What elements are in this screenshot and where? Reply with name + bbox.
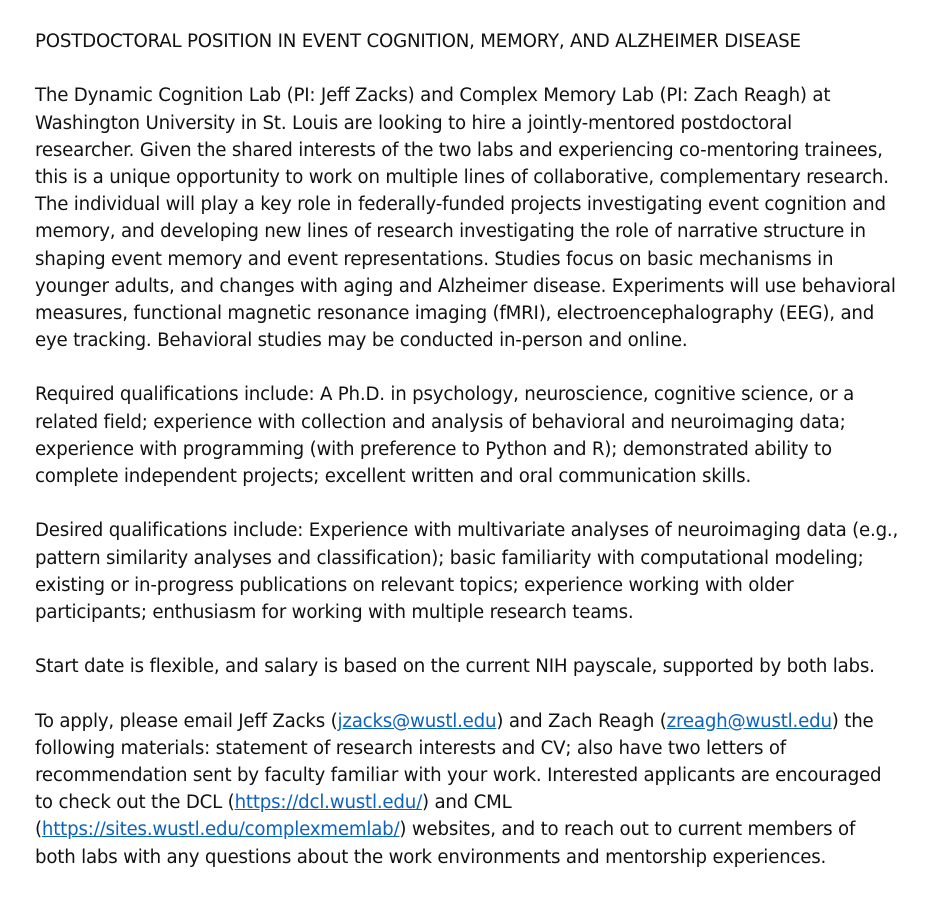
desired-qualifications-paragraph [35,517,915,626]
dcl-website-link[interactable]: https://dcl.wustl.edu/ [234,792,422,814]
intro-paragraph [35,82,915,354]
desired-line: Desired qualifications include: Experience with multivariate analyses of neuroimaging data (e.g., [35,520,899,542]
paragraph-gap [35,55,915,82]
intro-line: The individual will play a key role in federally-funded projects investigating event cognition and [35,194,886,216]
required-line: experience with programming (with preference to Python and R); demonstrated ability to [35,438,832,460]
apply-text: ) and CML [422,792,512,814]
apply-text: To apply, please email Jeff Zacks ( [35,710,338,732]
paragraph-gap [35,354,915,381]
intro-line: The Dynamic Cognition Lab (PI: Jeff Zacks) and Complex Memory Lab (PI: Zach Reagh) at [35,85,831,107]
intro-line: measures, functional magnetic resonance imaging (fMRI), electroencephalography (EEG), and [35,302,875,324]
cml-website-link[interactable]: https://sites.wustl.edu/complexmemlab/ [41,819,400,841]
paragraph-gap [35,626,915,653]
paragraph-gap [35,681,915,708]
apply-text: to check out the DCL ( [35,792,235,814]
apply-line [35,708,915,735]
intro-line: memory, and developing new lines of research investigating the role of narrative structure in [35,221,866,243]
start-date-paragraph: Start date is flexible, and salary is based on the current NIH payscale, supported by both labs. [35,656,875,678]
apply-text: ( [35,819,42,841]
apply-line: following materials: statement of research interests and CV; also have two letters of [35,737,786,759]
intro-line: younger adults, and changes with aging and Alzheimer disease. Experiments will use behavioral [35,275,896,297]
intro-line: Washington University in St. Louis are looking to hire a jointly-mentored postdoctoral [35,112,793,134]
required-line: Required qualifications include: A Ph.D. in psychology, neuroscience, cognitive science, or a [35,384,855,406]
required-line: related field; experience with collection and analysis of behavioral and neuroimaging data; [35,411,846,433]
paragraph-gap [35,490,915,517]
desired-line: pattern similarity analyses and classification); basic familiarity with computational modeling; [35,547,864,569]
desired-line: existing or in-progress publications on relevant topics; experience working with older [35,574,794,596]
apply-line: both labs with any questions about the work environments and mentorship experiences. [35,846,827,868]
email-link-zreagh[interactable]: zreagh@wustl.edu [666,710,832,732]
email-link-jzacks[interactable]: jzacks@wustl.edu [337,710,497,732]
required-line: complete independent projects; excellent written and oral communication skills. [35,466,752,487]
apply-text: ) websites, and to reach out to current members of [399,819,856,841]
intro-line: this is a unique opportunity to work on multiple lines of collaborative, complementary research. [35,166,889,188]
desired-line: participants; enthusiasm for working with multiple research teams. [35,601,634,623]
apply-line [35,789,915,816]
apply-paragraph [35,708,915,871]
apply-text: ) the [831,710,874,732]
document-title: POSTDOCTORAL POSITION IN EVENT COGNITION, MEMORY, AND ALZHEIMER DISEASE [35,31,801,52]
intro-line: researcher. Given the shared interests of the two labs and experiencing co-mentoring trainees, [35,139,883,161]
apply-line [35,816,915,843]
required-qualifications-paragraph [35,381,915,490]
apply-text: ) and Zach Reagh ( [496,710,667,732]
document-body [35,28,915,871]
intro-line: shaping event memory and event representations. Studies focus on basic mechanisms in [35,248,834,270]
intro-line: eye tracking. Behavioral studies may be conducted in-person and online. [35,330,688,352]
apply-line: recommendation sent by faculty familiar with your work. Interested applicants are encouraged [35,765,882,787]
